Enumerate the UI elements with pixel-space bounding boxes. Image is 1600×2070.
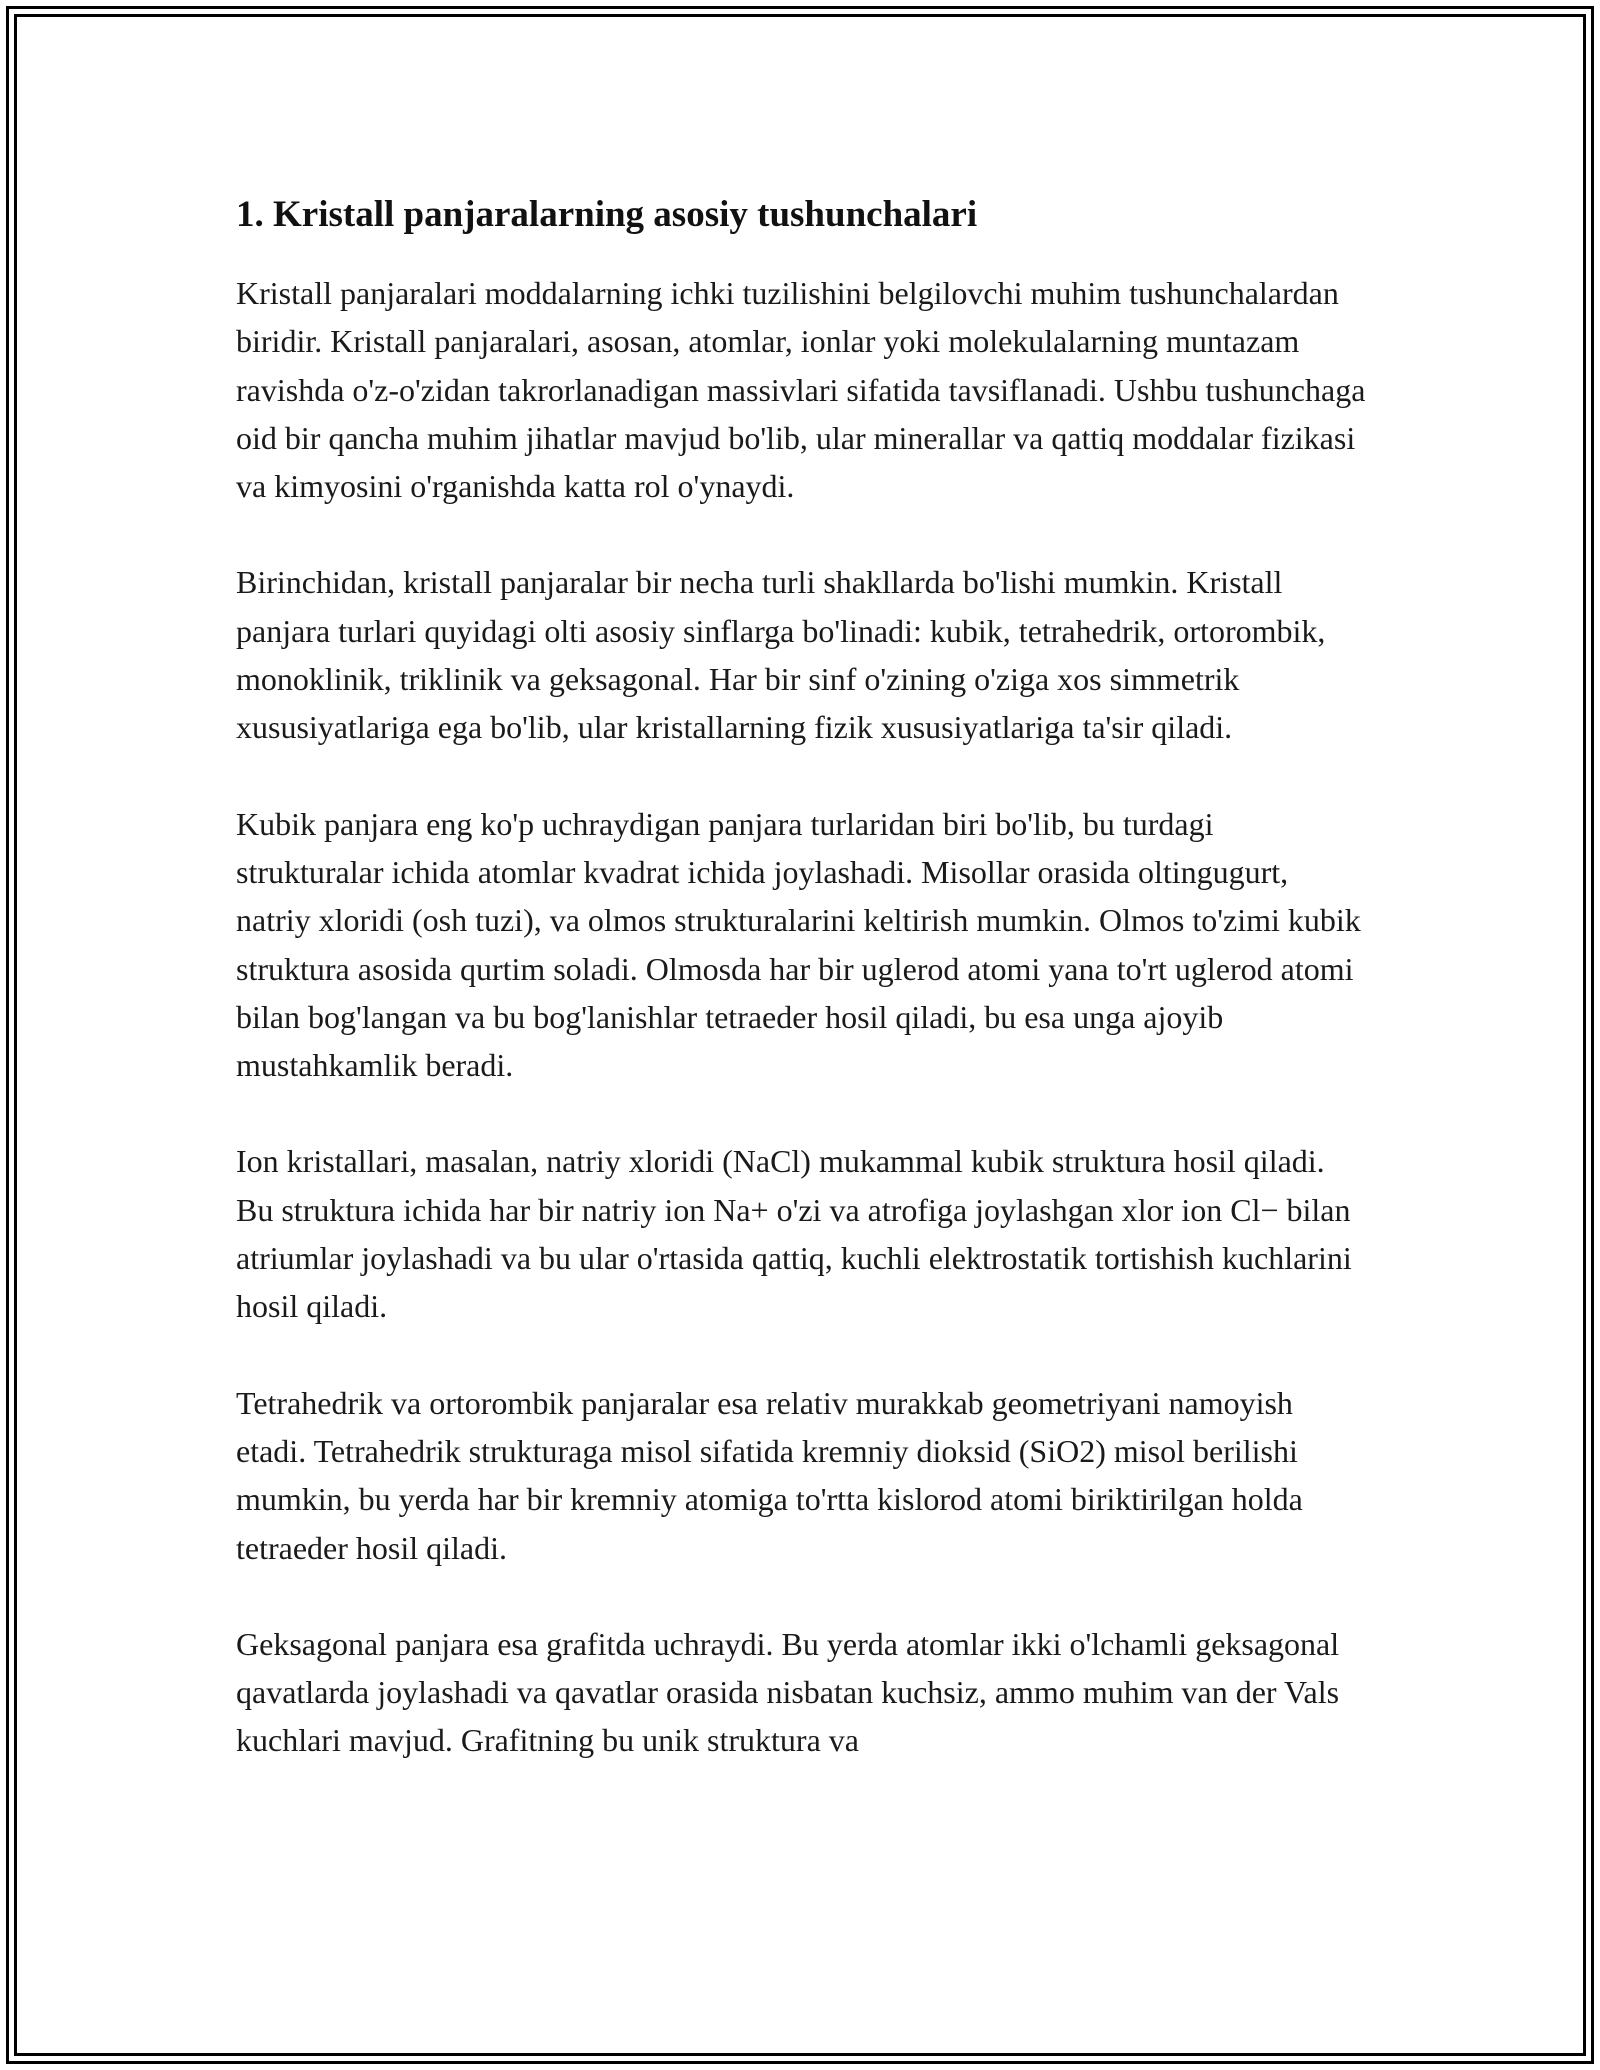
paragraph-lattice-types: Birinchidan, kristall panjaralar bir necha turli shakllarda bo'lishi mumkin. Kristall panjara turlari quyidagi olti asosiy sinflarga bo'linadi: kubik, tetrahedrik, ortorombik, monoklinik, triklinik va geksagonal. Har bir sinf o'zining o'ziga xos simmetrik xususiyatlariga ega bo'lib, ular kristallarning fizik xususiyatlariga ta'sir qiladi. xyxy=(236,564,1326,746)
paragraph-ionic-crystals: Ion kristallari, masalan, natriy xloridi (NaCl) mukammal kubik struktura hosil qiladi. Bu struktura ichida har bir natriy ion Na+ o'zi va atrofiga joylashgan xlor ion Cl− bilan atriumlar joylashadi va bu ular o'rtasida qattiq, kuchli elektrostatik tortishish kuchlarini hosil qiladi. xyxy=(236,1143,1352,1325)
paragraph-cubic-lattice: Kubik panjara eng ko'p uchraydigan panjara turlaridan biri bo'lib, bu turdagi strukturalar ichida atomlar kvadrat ichida joylashadi. Misollar orasida oltingugurt, natriy xloridi (osh tuzi), va olmos strukturalarini keltirish mumkin. Olmos to'zimi kubik struktura asosida qurtim soladi. Olmosda har bir uglerod atomi yana to'rt uglerod atomi bilan bog'langan va bu bog'lanishlar tetraeder hosil qiladi, bu esa unga ajoyib mustahkamlik beradi. xyxy=(236,805,1361,1084)
paragraph-intro: Kristall panjaralari moddalarning ichki tuzilishini belgilovchi muhim tushunchalardan biridir. Kristall panjaralari, asosan, atomlar, ionlar yoki molekulalarning muntazam ravishda o'z-o'zidan takrorlanadigan massivlari sifatida tavsiflanadi. Ushbu tushunchaga oid bir qancha muhim jihatlar mavjud bo'lib, ular minerallar va qattiq moddalar fizikasi va kimyosini o'rganishda katta rol o'ynaydi. xyxy=(236,275,1366,505)
document-page xyxy=(236,185,1366,1813)
paragraph-hexagonal: Geksagonal panjara esa grafitda uchraydi. Bu yerda atomlar ikki o'lchamli geksagonal qavatlarda joylashadi va qavatlar orasida nisbatan kuchsiz, ammo muhim van der Vals kuchlari mavjud. Grafitning bu unik struktura va xyxy=(236,1625,1340,1759)
paragraph-tetrahedral: Tetrahedrik va ortorombik panjaralar esa relativ murakkab geometriyani namoyish etadi. Tetrahedrik strukturaga misol sifatida kremniy dioksid (SiO2) misol berilishi mumkin, bu yerda har bir kremniy atomiga to'rtta kislorod atomi biriktirilgan holda tetraeder hosil qiladi. xyxy=(236,1384,1303,1566)
section-heading: 1. Kristall panjaralarning asosiy tushunchalari xyxy=(236,194,978,235)
